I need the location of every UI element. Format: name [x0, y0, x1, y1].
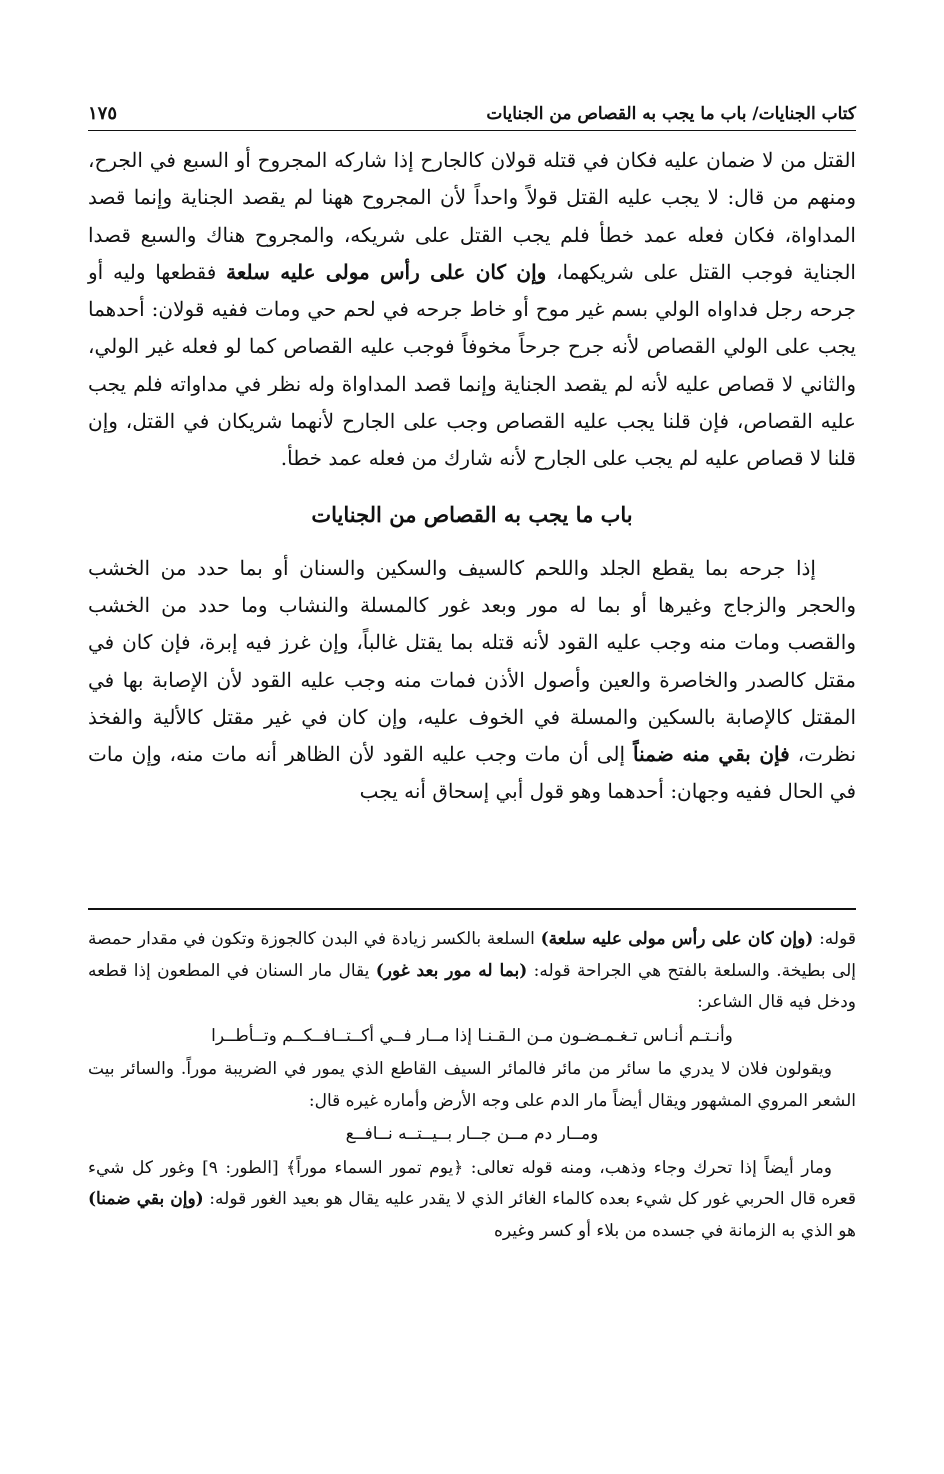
bold-lemma: (وإن كان على رأس مولى عليه سلعة)	[540, 929, 814, 949]
bold-lemma: فإن بقي منه ضمناً	[633, 742, 790, 767]
text-run: هو الذي به الزمانة في جسده من بلاء أو كسر وغيره	[494, 1220, 856, 1241]
running-title: كتاب الجنايات/ باب ما يجب به القصاص من الجنايات	[486, 104, 856, 124]
main-text	[88, 142, 856, 811]
poetry-verse: وأنـتـم أنـاس تـغـمـضـون مـن الـقـنـا إذا مــار فــي أكــتــافــكــم وتــأطــرا	[211, 1025, 733, 1046]
poetry-verse: ومــار دم مــن جــار بــيــتــه نــافــع	[345, 1124, 599, 1144]
footnotes	[88, 924, 856, 1247]
bold-lemma: (بما له مور بعد غور)	[375, 960, 528, 981]
page-number: ١٧٥	[88, 103, 118, 124]
page-header	[88, 92, 856, 131]
paragraph-section-start	[88, 550, 856, 811]
paragraph-continued	[88, 142, 856, 478]
text-run: القتل من لا ضمان عليه فكان في قتله قولان كالجارح إذا شاركه المجروح أو السبع في الجرح، ومنهم من قال: لا يجب عليه القتل قولاً واحداً لأن المجروح ههنا لم يقصد الجناية وإنما قصد المداواة، فكان فعله عمد خطأ فلم يجب القتل على شريكه، والمجروح هناك والسبع قصدا الجناية فوجب القتل على شريكهما،	[88, 148, 856, 284]
bold-lemma: وإن كان على رأس مولى عليه سلعة	[226, 259, 547, 284]
text-run: إذا جرحه بما يقطع الجلد واللحم كالسيف والسكين والسنان أو بما حدد من الخشب والحجر والزجاج وغيرها أو بما له مور وبعد غور كالمسلة والنشاب وما حدد من الخشب والقصب ومات منه وجب عليه القود لأنه قتله بما يقتل غالباً، وإن غرز فيه إبرة، فإن كان في مقتل كالصدر والخاصرة والعين وأصول الأذن فمات منه وجب عليه القود لأن الإصابة بها في المقتل كالإصابة بالسكين والمسلة في الخوف عليه، وإن كان في غير مقتل كالألية والفخذ نظرت،	[88, 555, 857, 767]
text-run: فقطعها وليه أو جرحه رجل فداواه الولي بسم غير موح أو خاط جرحه في لحم حي ومات ففيه قولان: أحدهما يجب على الولي القصاص لأنه جرح جرحاً مخوفاً فوجب عليه القصاص كما لو فعله غير الولي، والثاني لا قصاص عليه لأنه لم يقصد الجناية وإنما قصد المداواة وله نظر في مداواته فلم يجب عليه القصاص، فإن قلنا يجب عليه القصاص وجب على الجارح لأنهما شريكان في القتل، وإن قلنا لا قصاص عليه لم يجب على الجارح لأنه شارك من فعله عمد خطأ.	[88, 259, 856, 471]
footnote-paragraph: ويقولون فلان لا يدري ما سائر من مائر فالمائر السيف القاطع الذي يمور في الضريبة موراً. والسائر بيت الشعر المروي المشهور ويقال أيضاً مار الدم على وجه الأرض وأماره غيره قال:	[88, 1059, 856, 1111]
footnote-paragraph	[88, 1153, 856, 1248]
footnote-paragraph	[88, 924, 856, 1019]
text-run: السلعة بالكسر زيادة في البدن كالجوزة وتكون في مقدار حمصة إلى بطيخة. والسلعة بالفتح هي الجراحة قوله:	[88, 929, 856, 981]
text-run: يقال مار السنان في المطعون إذا قطعه ودخل فيه قال الشاعر:	[88, 960, 856, 1012]
text-run: قوله:	[813, 929, 856, 949]
section-title: باب ما يجب به القصاص من الجنايات	[311, 501, 633, 527]
text-run: إلى أن مات وجب عليه القود لأن الظاهر أنه مات منه، وإن مات في الحال ففيه وجهان: أحدهما وهو قول أبي إسحاق أنه يجب	[88, 742, 856, 804]
footnote-divider	[88, 908, 856, 910]
bold-lemma: (وإن بقي ضمنا)	[88, 1189, 204, 1209]
text-run: ومار أيضاً إذا تحرك وجاء وذهب، ومنه قوله تعالى: ﴿يوم تمور السماء موراً﴾ [الطور: ٩] وغور كل شيء قعره قال الحربي غور كل شيء بعده كالماء الغائر الذي لا يقدر عليه يقال هو بعيد الغور قوله:	[88, 1157, 856, 1209]
